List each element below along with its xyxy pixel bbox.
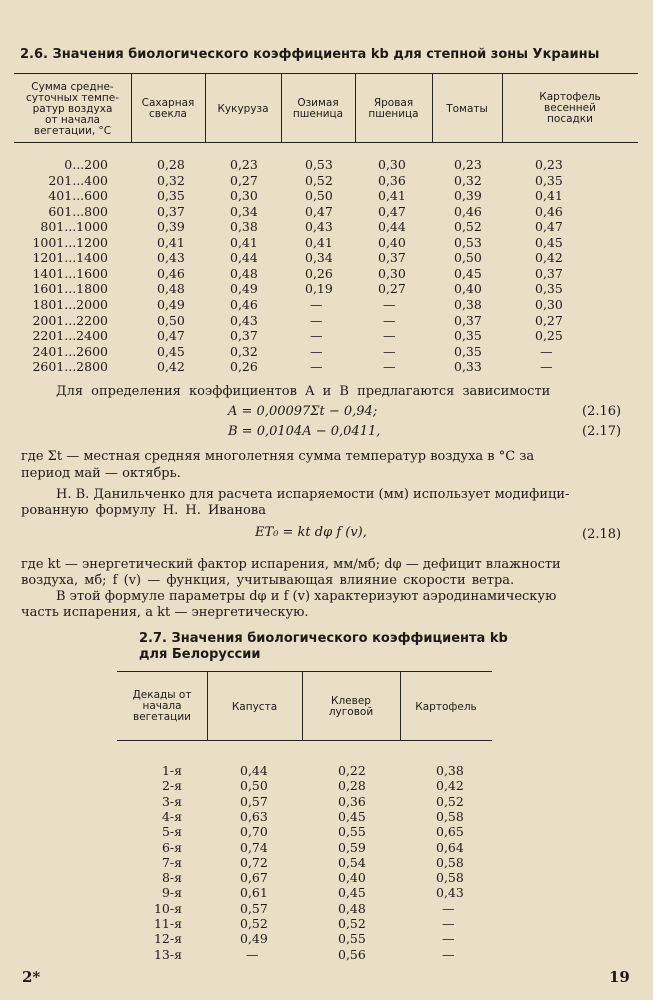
table-2-7-value-cell: 0,58 [436, 808, 464, 824]
table-2-6-value-cell: 0,30 [230, 188, 258, 204]
table-2-7-header-decades: Декады от начала вегетации [132, 689, 192, 723]
table-2-7-header-potato: Картофель [415, 701, 477, 713]
table-2-7-value-cell: 0,70 [240, 824, 268, 840]
table-2-6-value-cell: 0,35 [454, 343, 482, 359]
table-2-7-value-cell: 0,28 [338, 778, 366, 794]
table-2-6-header-corn: Кукуруза [217, 103, 269, 115]
table-2-6-value-cell: 0,37 [157, 203, 185, 219]
paragraph-sum-temps-line1: где Σt — местная средняя многолетняя сумма температур воздуха в °С за [21, 449, 535, 464]
table-2-6-range-cell: 2201...2400 [32, 328, 108, 344]
table-2-7-value-cell: — [442, 931, 455, 947]
table-2-6-value-cell: 0,35 [454, 328, 482, 344]
table-2-7-value-cell: 0,43 [436, 885, 464, 901]
table-2-6-range-cell: 2001...2200 [32, 312, 108, 328]
table-2-6-value-cell: — [540, 359, 553, 375]
table-2-6-value-cell: 0,50 [305, 188, 333, 204]
table-2-6-value-cell: 0,30 [535, 296, 563, 312]
table-2-6-value-cell: 0,27 [535, 312, 563, 328]
table-2-6-value-cell: 0,42 [157, 359, 185, 375]
table-2-6-value-cell: 0,41 [230, 234, 258, 250]
table-2-6-header-spring-wheat: Яровая пшеница [368, 97, 419, 120]
table-2-7-value-cell: 0,72 [240, 854, 268, 870]
table-2-6-value-cell: 0,52 [305, 172, 333, 188]
table-2-7-decade-cell: 6-я [161, 839, 182, 855]
page-number: 19 [609, 968, 630, 986]
table-2-6-value-cell: 0,45 [535, 234, 563, 250]
equation-2-18: ET₀ = kt dφ f (v), [255, 525, 367, 540]
table-2-6-value-cell: 0,43 [230, 312, 258, 328]
paragraph-kt-line2: воздуха, мб; f (v) — функция, учитывающая влияние скорости ветра. [21, 573, 515, 588]
table-2-7-value-cell: 0,65 [436, 824, 464, 840]
table-2-6-value-cell: 0,45 [157, 343, 185, 359]
paragraph-params-line1: В этой формуле параметры dφ и f (v) характеризуют аэродинамическую [56, 589, 557, 604]
table-2-6-range-cell: 1801...2000 [32, 296, 108, 312]
table-2-6-value-cell: 0,39 [454, 188, 482, 204]
table-2-6-range-cell: 1601...1800 [32, 281, 108, 297]
table-2-7-value-cell: 0,52 [436, 793, 464, 809]
table-2-6-value-cell: 0,30 [378, 157, 406, 172]
table-2-7-value-cell: 0,56 [338, 946, 366, 962]
table-2-6-value-cell: 0,46 [230, 296, 258, 312]
table-2-6-value-cell: 0,38 [230, 219, 258, 235]
equation-2-16: A = 0,00097Σt − 0,94; [228, 404, 378, 419]
table-2-7-value-cell: 0,44 [240, 763, 268, 778]
table-2-6-value-cell: 0,52 [454, 219, 482, 235]
paragraph-sum-temps-line2: период май — октябрь. [21, 466, 181, 481]
table-2-7-value-cell: 0,36 [338, 793, 366, 809]
table-2-7-decade-cell: 3-я [161, 793, 182, 809]
table-2-6-value-cell: 0,48 [157, 281, 185, 297]
table-2-6-value-cell: 0,40 [378, 234, 406, 250]
table-2-6-value-cell: 0,33 [454, 359, 482, 375]
table-2-6-value-cell: 0,49 [157, 296, 185, 312]
table-2-6-range-cell: 0...200 [64, 157, 108, 172]
table-2-6-top-rule [14, 73, 638, 74]
paragraph-danilchenko-line2: рованную формулу Н. Н. Иванова [21, 503, 266, 518]
table-2-6-header-sum: Сумма средне- суточных темпе- ратур воздуха от начала вегетации, °С [25, 81, 120, 137]
table-2-7-decade-cell: 11-я [153, 916, 182, 931]
table-2-7-value-cell: 0,67 [240, 870, 268, 886]
table-2-7-value-cell: 0,50 [240, 778, 268, 794]
table-2-6-range-cell: 1001...1200 [32, 234, 108, 250]
table-2-6-range-cell: 601...800 [48, 203, 108, 219]
table-2-7-value-cell: 0,48 [338, 900, 366, 916]
table-2-6-value-cell: 0,45 [454, 265, 482, 281]
table-2-7-value-cell: — [246, 946, 259, 962]
table-2-6-value-cell: 0,53 [454, 234, 482, 250]
table-2-7-decade-cell: 7-я [161, 854, 182, 870]
table-2-6-value-cell: 0,30 [378, 265, 406, 281]
table-2-6-value-cell: 0,37 [230, 328, 258, 344]
equation-2-16-number: (2.16) [582, 404, 622, 419]
table-2-7-header-clover: Клевер луговой [328, 695, 374, 718]
table-2-7-decade-cell: 1-я [161, 763, 182, 778]
table-2-7-title-line2: для Белоруссии [139, 647, 261, 662]
table-2-6-value-cell: 0,41 [535, 188, 563, 204]
table-2-6-header-tomatoes: Томаты [446, 103, 488, 115]
table-2-7-value-cell: 0,54 [338, 854, 366, 870]
table-2-7-value-cell: 0,55 [338, 824, 366, 840]
table-2-7-value-cell: 0,57 [240, 900, 268, 916]
table-2-6-value-cell: — [383, 343, 396, 359]
table-2-6-value-cell: 0,34 [230, 203, 258, 219]
table-2-7-value-cell: 0,55 [338, 931, 366, 947]
table-2-6-value-cell: 0,23 [535, 157, 563, 172]
table-2-6-range-cell: 401...600 [48, 188, 108, 204]
table-2-6-header-potato: Картофель весенней посадки [539, 91, 601, 125]
table-2-7-value-cell: 0,42 [436, 778, 464, 794]
table-2-6-range-cell: 1201...1400 [32, 250, 108, 266]
table-2-7-decade-cell: 2-я [161, 778, 182, 794]
paragraph-coefficients: Для определения коэффициентов A и B предлагаются зависимости [56, 384, 551, 399]
table-2-7-value-cell: 0,61 [240, 885, 268, 901]
table-2-7-title [139, 631, 508, 663]
table-2-7-header-rule [117, 740, 492, 741]
table-2-6-value-cell: — [310, 359, 323, 375]
table-2-6-value-cell: 0,41 [378, 188, 406, 204]
table-2-6-value-cell: 0,26 [230, 359, 258, 375]
table-2-7-header-cabbage: Капуста [231, 701, 278, 713]
table-2-7-decade-cell: 8-я [161, 870, 182, 886]
table-2-6-value-cell: 0,50 [454, 250, 482, 266]
table-2-6-value-cell: 0,43 [305, 219, 333, 235]
table-2-6-value-cell: 0,42 [535, 250, 563, 266]
table-2-6-header-winter-wheat: Озимая пшеница [292, 97, 344, 120]
table-2-6-value-cell: 0,38 [454, 296, 482, 312]
table-2-7-value-cell: 0,58 [436, 870, 464, 886]
table-2-6-value-cell: 0,48 [230, 265, 258, 281]
table-2-6-value-cell: 0,34 [305, 250, 333, 266]
table-2-6-value-cell: 0,35 [535, 281, 563, 297]
table-2-6-value-cell: — [310, 328, 323, 344]
table-2-6-range-cell: 1401...1600 [32, 265, 108, 281]
table-2-7-value-cell: 0,64 [436, 839, 464, 855]
table-2-6-value-cell: — [383, 328, 396, 344]
paragraph-kt-line1: где kt — энергетический фактор испарения, мм/мб; dφ — дефицит влажности [21, 557, 561, 572]
table-2-6-value-cell: 0,36 [378, 172, 406, 188]
table-2-7-value-cell: 0,40 [338, 870, 366, 886]
table-2-6-value-cell: 0,47 [305, 203, 333, 219]
table-2-6-value-cell: 0,46 [535, 203, 563, 219]
table-2-6-range-cell: 201...400 [48, 172, 108, 188]
signature-mark: 2* [22, 968, 41, 986]
table-2-6-value-cell: — [383, 296, 396, 312]
table-2-6-value-cell: 0,37 [454, 312, 482, 328]
table-2-6-value-cell: 0,40 [454, 281, 482, 297]
table-2-6-value-cell: 0,27 [230, 172, 258, 188]
paragraph-danilchenko-line1: Н. В. Данильченко для расчета испаряемости (мм) использует модифици- [56, 487, 570, 502]
paragraph-params-line2: часть испарения, а kt — энергетическую. [21, 605, 309, 620]
table-2-7-value-cell: — [442, 946, 455, 962]
table-2-6-value-cell: 0,32 [157, 172, 185, 188]
table-2-7-value-cell: 0,45 [338, 885, 366, 901]
table-2-6-value-cell: 0,26 [305, 265, 333, 281]
table-2-7-top-rule [117, 671, 492, 672]
table-2-6-value-cell: 0,41 [157, 234, 185, 250]
table-2-7-value-cell: 0,22 [338, 763, 366, 778]
table-2-6-title: 2.6. Значения биологического коэффициента kb для степной зоны Украины [20, 47, 600, 62]
table-2-6-value-cell: 0,41 [305, 234, 333, 250]
table-2-6-value-cell: 0,23 [454, 157, 482, 172]
table-2-6-value-cell: 0,47 [535, 219, 563, 235]
table-2-6-value-cell: 0,47 [157, 328, 185, 344]
table-2-6-value-cell: 0,46 [454, 203, 482, 219]
table-2-7-value-cell: 0,63 [240, 808, 268, 824]
table-2-6-value-cell: 0,23 [230, 157, 258, 172]
table-2-7-value-cell: — [442, 916, 455, 931]
table-2-6-value-cell: 0,44 [378, 219, 406, 235]
table-2-6-value-cell: 0,43 [157, 250, 185, 266]
table-2-7-title-line1: 2.7. Значения биологического коэффициента kb [139, 631, 508, 646]
equation-2-18-number: (2.18) [582, 527, 622, 542]
table-2-7-value-cell: 0,59 [338, 839, 366, 855]
table-2-7-decade-cell: 4-я [161, 808, 182, 824]
table-2-7-value-cell: — [442, 900, 455, 916]
table-2-6-header-rule [14, 142, 638, 143]
table-2-6-value-cell: 0,49 [230, 281, 258, 297]
table-2-6-value-cell: 0,37 [535, 265, 563, 281]
table-2-6-value-cell: — [540, 343, 553, 359]
equation-2-17-number: (2.17) [582, 424, 622, 439]
table-2-6-value-cell: — [383, 312, 396, 328]
table-2-7-value-cell: 0,52 [338, 916, 366, 931]
table-2-6-value-cell: 0,44 [230, 250, 258, 266]
table-2-6-range-cell: 2401...2600 [32, 343, 108, 359]
table-2-6-value-cell: 0,39 [157, 219, 185, 235]
table-2-7-value-cell: 0,38 [436, 763, 464, 778]
table-2-6-value-cell: 0,35 [535, 172, 563, 188]
table-2-6-value-cell: — [310, 312, 323, 328]
table-2-6-value-cell: 0,47 [378, 203, 406, 219]
table-2-6-value-cell: — [310, 296, 323, 312]
table-2-7-value-cell: 0,49 [240, 931, 268, 947]
table-2-6-value-cell: 0,19 [305, 281, 333, 297]
table-2-7-decade-cell: 10-я [153, 900, 182, 916]
table-2-6-value-cell: 0,27 [378, 281, 406, 297]
table-2-6-value-cell: 0,37 [378, 250, 406, 266]
table-2-6-value-cell: — [383, 359, 396, 375]
table-2-7-value-cell: 0,45 [338, 808, 366, 824]
table-2-6-value-cell: 0,50 [157, 312, 185, 328]
table-2-6-value-cell: 0,25 [535, 328, 563, 344]
table-2-6-value-cell: 0,35 [157, 188, 185, 204]
table-2-6-header-sugar-beet: Сахарная свекла [141, 97, 195, 120]
table-2-6-range-cell: 801...1000 [40, 219, 108, 235]
table-2-6-value-cell: — [310, 343, 323, 359]
table-2-6-value-cell: 0,46 [157, 265, 185, 281]
table-2-6-value-cell: 0,32 [454, 172, 482, 188]
table-2-6-value-cell: 0,53 [305, 157, 333, 172]
table-2-7-value-cell: 0,74 [240, 839, 268, 855]
table-2-6-range-cell: 2601...2800 [32, 359, 108, 375]
equation-2-17: B = 0,0104A − 0,0411, [228, 424, 381, 439]
table-2-7-decade-cell: 13-я [153, 946, 182, 962]
table-2-7-decade-cell: 9-я [161, 885, 182, 901]
table-2-7-value-cell: 0,57 [240, 793, 268, 809]
table-2-6-value-cell: 0,32 [230, 343, 258, 359]
table-2-7-decade-cell: 5-я [161, 824, 182, 840]
table-2-7-value-cell: 0,52 [240, 916, 268, 931]
table-2-6-value-cell: 0,28 [157, 157, 185, 172]
table-2-7-decade-cell: 12-я [153, 931, 182, 947]
table-2-7-value-cell: 0,58 [436, 854, 464, 870]
